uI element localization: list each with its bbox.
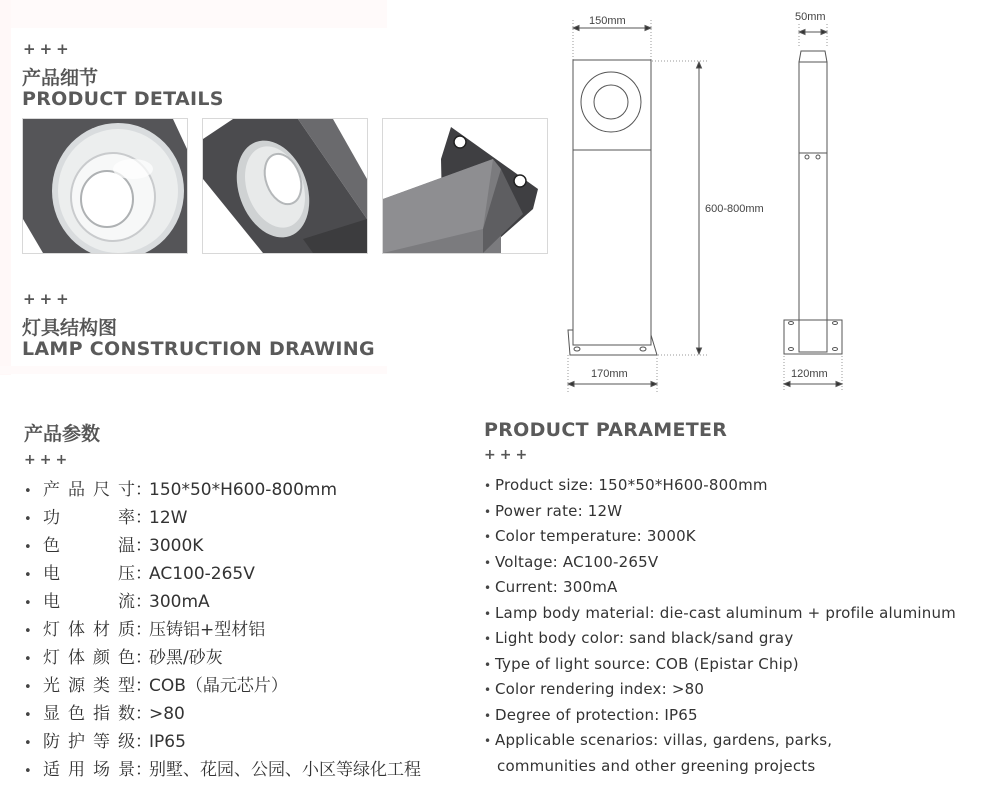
params-cn-list [24, 476, 421, 784]
param-value: 12W [149, 508, 188, 528]
param-label: 色温 [43, 536, 135, 556]
param-row: • 光源类型：COB（晶元芯片） [24, 672, 421, 700]
param-row: • 适用场景：别墅、花园、公园、小区等绿化工程 [24, 756, 421, 784]
decorative-plus: +++ [484, 447, 532, 463]
decorative-plus: +++ [24, 452, 72, 468]
param-row: • Color temperature: 3000K [484, 527, 696, 545]
background-tint [0, 0, 387, 28]
background-tint [0, 0, 11, 375]
param-label: 功率 [43, 508, 135, 528]
param-row: • Degree of protection: IP65 [484, 705, 698, 724]
param-label: 防护等级 [43, 732, 135, 752]
param-value: AC100-265V [149, 564, 255, 584]
param-row: • Voltage: AC100-265V [484, 552, 659, 571]
param-row: • Light body color: sand black/sand gray [484, 629, 794, 647]
param-row: • 灯体材质：压铸铝+型材铝 [24, 616, 421, 644]
param-row: • Lamp body material: die-cast aluminum + profile aluminum [484, 603, 956, 622]
param-row: • 电压：AC100-265V [24, 560, 421, 588]
base-plate-photo [382, 118, 548, 254]
param-row: • 色温：3000K [24, 532, 421, 560]
dim-side-top-width: 50mm [795, 11, 826, 23]
param-value: IP65 [149, 732, 186, 752]
param-row: • Current: 300mA [484, 578, 618, 596]
angled-head-photo [202, 118, 368, 254]
param-label: 电压 [43, 564, 135, 584]
param-label: 显色指数 [43, 704, 135, 724]
param-value: 3000K [149, 536, 204, 556]
decorative-plus: +++ [23, 40, 73, 58]
param-value: 压铸铝+型材铝 [149, 620, 266, 640]
dim-front-top-width: 150mm [589, 15, 626, 27]
decorative-plus: +++ [23, 290, 73, 308]
dim-front-base-width: 170mm [591, 368, 628, 380]
param-row: • Type of light source: COB (Epistar Chip) [484, 654, 799, 673]
param-row: • 产品尺寸：150*50*H600-800mm [24, 476, 421, 504]
param-row-continuation: communities and other greening projects [497, 756, 816, 775]
param-label: 光源类型 [43, 676, 135, 696]
param-row: • Color rendering index: >80 [484, 680, 705, 698]
construction-drawing [550, 0, 1000, 400]
param-value: 别墅、花园、公园、小区等绿化工程 [149, 760, 421, 780]
param-label: 产品尺寸 [43, 480, 135, 500]
param-row: • 电流：300mA [24, 588, 421, 616]
param-label: 灯体材质 [43, 620, 135, 640]
params-title-cn: 产品参数 [24, 423, 101, 445]
param-row: • 显色指数：>80 [24, 700, 421, 728]
param-row: • Power rate: 12W [484, 501, 623, 520]
param-value: 300mA [149, 592, 210, 612]
dim-height: 600-800mm [705, 203, 764, 215]
param-label: 灯体颜色 [43, 648, 135, 668]
param-label: 适用场景 [43, 760, 135, 780]
param-row: • 灯体颜色：砂黑/砂灰 [24, 644, 421, 672]
param-value: >80 [149, 704, 185, 724]
param-row: • 功率：12W [24, 504, 421, 532]
param-value: 150*50*H600-800mm [149, 480, 338, 500]
params-en-section [484, 419, 956, 779]
param-row: • Product size: 150*50*H600-800mm [484, 476, 768, 494]
param-label: 电流 [43, 592, 135, 612]
lens-closeup-photo [22, 118, 188, 254]
section-title-en: LAMP CONSTRUCTION DRAWING [22, 338, 375, 360]
background-tint [0, 366, 387, 374]
param-row: • Applicable scenarios: villas, gardens, parks, [484, 731, 833, 749]
params-en-list [484, 473, 956, 779]
dim-side-base-width: 120mm [791, 368, 828, 380]
param-value: 砂黑/砂灰 [149, 648, 223, 668]
section-title-cn: 灯具结构图 [22, 317, 118, 339]
section-title-en: PRODUCT DETAILS [22, 88, 224, 110]
param-row: • 防护等级：IP65 [24, 728, 421, 756]
params-cn-section [24, 419, 421, 784]
params-title-en: PRODUCT PARAMETER [484, 419, 728, 441]
param-value: COB（晶元芯片） [149, 676, 288, 696]
section-title-cn: 产品细节 [22, 67, 99, 89]
